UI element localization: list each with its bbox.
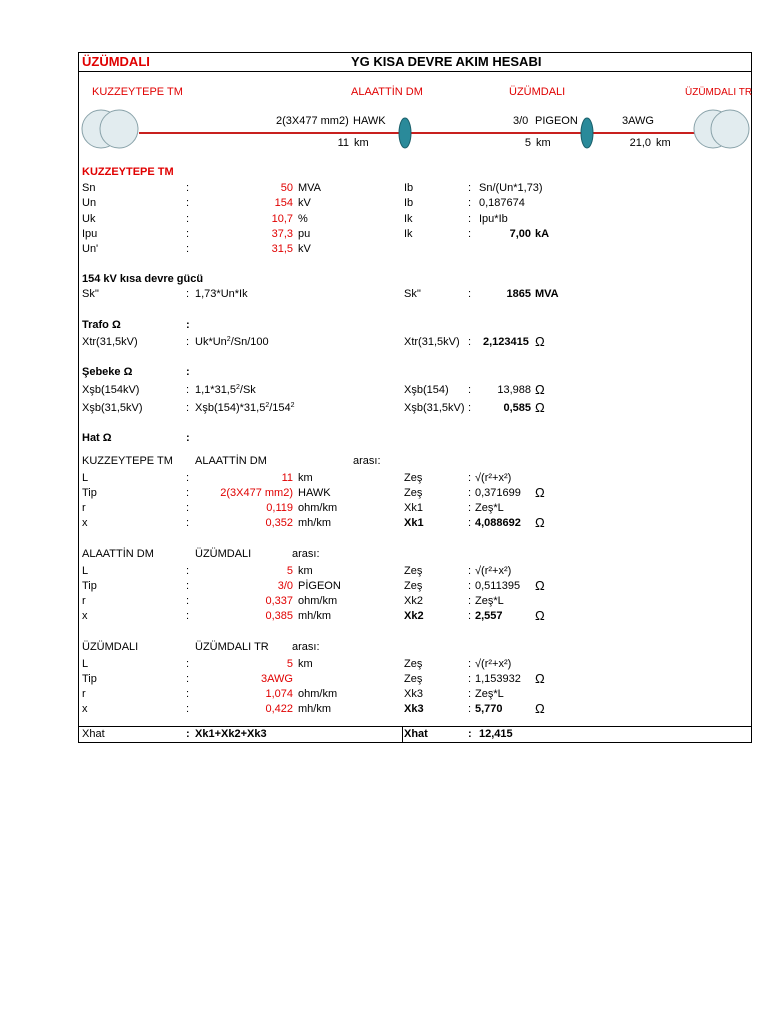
source-rvalue: Ipu*Ib	[479, 213, 508, 225]
xhat-rlabel: Xhat	[404, 728, 428, 740]
source-rlabel: Ik	[404, 228, 413, 240]
section-param-label: L	[82, 472, 89, 484]
section-param-unit: HAWK	[298, 487, 331, 499]
section-calc-colon: :	[468, 580, 472, 592]
section-colon: :	[186, 673, 190, 685]
section-param-value: 0,385	[265, 610, 293, 622]
trafo-heading: Trafo Ω	[82, 319, 121, 331]
section-param-label: x	[82, 610, 88, 622]
section-colon: :	[186, 595, 190, 607]
sebeke1-rlabel: Xşb(154)	[404, 384, 449, 396]
section-calc-value: 5,770	[475, 703, 503, 715]
source-unit: kV	[298, 197, 311, 209]
section-colon: :	[186, 688, 190, 700]
section-calc-value: 4,088692	[475, 517, 521, 529]
section-calc-label: Zeş	[404, 658, 423, 670]
section-from: KUZZEYTEPE TM	[82, 455, 173, 467]
source-label: Uk	[82, 213, 96, 225]
insulator-1	[399, 118, 411, 148]
section-param-value: 11	[281, 472, 293, 484]
source-unit: %	[298, 213, 308, 225]
trafo-rlabel: Xtr(31,5kV)	[404, 336, 460, 348]
line1-name: HAWK	[353, 115, 386, 127]
section-param-label: L	[82, 658, 89, 670]
single-line-diagram	[79, 53, 753, 163]
section-param-label: x	[82, 703, 88, 715]
section-colon: :	[186, 517, 190, 529]
trafo-heading-colon: :	[186, 319, 190, 331]
section-from: ALAATTİN DM	[82, 548, 154, 560]
sebeke1-label: Xşb(154kV)	[82, 384, 140, 396]
section-colon: :	[186, 472, 190, 484]
sk-formula: 1,73*Un*Ik	[195, 288, 248, 300]
page-title: YG KISA DEVRE AKIM HESABI	[351, 54, 542, 69]
section-ohm: Ω	[535, 515, 545, 530]
section-param-unit: mh/km	[298, 517, 331, 529]
source-heading: KUZZEYTEPE TM	[82, 166, 174, 178]
sebeke1-colon: :	[186, 384, 190, 396]
section-calc-value: √(r²+x²)	[475, 565, 512, 577]
section-calc-value: √(r²+x²)	[475, 658, 512, 670]
source-colon: :	[186, 243, 190, 255]
section-from: ÜZÜMDALI	[82, 641, 139, 653]
section-param-unit: ohm/km	[298, 595, 338, 607]
sebeke1-value: 13,988	[497, 384, 531, 396]
source-label: Ipu	[82, 228, 98, 240]
source-value: 37,3	[271, 228, 293, 240]
line2-length: 5	[524, 137, 531, 149]
xhat-formula: Xk1+Xk2+Xk3	[195, 728, 267, 740]
section-calc-value: 2,557	[475, 610, 503, 622]
section-param-label: Tip	[82, 673, 97, 685]
section-to: ÜZÜMDALI	[195, 548, 252, 560]
source-value: 31,5	[271, 243, 293, 255]
section-to: ALAATTİN DM	[195, 455, 267, 467]
section-param-label: r	[82, 595, 86, 607]
section-param-label: Tip	[82, 487, 97, 499]
section-param-label: Tip	[82, 580, 97, 592]
source-rcolon: :	[468, 182, 472, 194]
section-calc-label: Zeş	[404, 472, 423, 484]
section-arasi: arası:	[353, 455, 381, 467]
section-ohm: Ω	[535, 608, 545, 623]
transformer-circle-4	[711, 110, 749, 148]
section-arasi: arası:	[292, 641, 320, 653]
section-param-value: 2(3X477 mm2)	[220, 487, 293, 499]
hat-heading-colon: :	[186, 432, 190, 444]
source-rcolon: :	[468, 228, 472, 240]
trafo-formula: Uk*Un$^2$/Sn/100	[195, 336, 269, 348]
section-param-label: r	[82, 688, 86, 700]
calculation-sheet	[78, 52, 752, 743]
xhat-label: Xhat	[82, 728, 105, 740]
section-calc-colon: :	[468, 565, 472, 577]
section-calc-label: Xk3	[404, 688, 423, 700]
source-rcolon: :	[468, 213, 472, 225]
source-rvalue: Sn/(Un*1,73)	[479, 182, 543, 194]
sebeke-heading-colon: :	[186, 366, 190, 378]
source-unit: kV	[298, 243, 311, 255]
section-param-value: 0,119	[266, 502, 293, 514]
section-param-value: 1,074	[265, 688, 293, 700]
trafo-label: Xtr(31,5kV)	[82, 336, 138, 348]
line1-unit: km	[354, 137, 369, 149]
node-kuzzeytepe: KUZZEYTEPE TM	[92, 86, 183, 98]
source-value: 154	[274, 197, 293, 209]
line3-length: 21,0	[629, 137, 651, 149]
source-rvalue: 0,187674	[479, 197, 525, 209]
sebeke1-ohm: Ω	[535, 382, 545, 397]
section-param-value: 5	[286, 565, 293, 577]
section-calc-value: 0,371699	[475, 487, 521, 499]
node-uzumdali: ÜZÜMDALI	[509, 86, 566, 98]
sebeke2-rcolon: :	[468, 402, 472, 414]
section-param-label: L	[82, 565, 89, 577]
source-rcolon: :	[468, 197, 472, 209]
section-arasi: arası:	[292, 548, 320, 560]
source-label: Un	[82, 197, 97, 209]
sebeke2-label: Xşb(31,5kV)	[82, 402, 143, 414]
source-unit: MVA	[298, 182, 322, 194]
section-calc-colon: :	[468, 703, 472, 715]
footer-vertical-divider	[402, 726, 403, 743]
section-calc-value: Zeş*L	[475, 595, 504, 607]
section-calc-label: Zeş	[404, 565, 423, 577]
section-calc-colon: :	[468, 595, 472, 607]
sebeke2-colon: :	[186, 402, 190, 414]
section-calc-value: Zeş*L	[475, 502, 504, 514]
sk-colon: :	[186, 288, 190, 300]
xhat-value: 12,415	[479, 728, 513, 740]
node-uzumdali-tr: ÜZÜMDALI TR	[685, 87, 753, 98]
section-calc-value: 0,511395	[475, 580, 521, 592]
section-calc-label: Xk1	[404, 502, 423, 514]
section-param-value: 3AWG	[261, 673, 293, 685]
source-value: 50	[280, 182, 293, 194]
section-calc-value: Zeş*L	[475, 688, 504, 700]
section-param-unit: km	[298, 565, 313, 577]
source-colon: :	[186, 197, 190, 209]
sk-label: Sk''	[82, 288, 100, 300]
section-calc-label: Zeş	[404, 673, 423, 685]
source-label: Sn	[82, 182, 96, 194]
section-param-unit: mh/km	[298, 610, 331, 622]
trafo-value: 2,123415	[483, 336, 529, 348]
node-alaattin: ALAATTİN DM	[351, 86, 423, 98]
source-rlabel: Ib	[404, 182, 414, 194]
section-colon: :	[186, 487, 190, 499]
source-label: Un'	[82, 243, 99, 255]
company-title: ÜZÜMDALI	[82, 54, 150, 69]
section-calc-colon: :	[468, 673, 472, 685]
section-param-unit: PİGEON	[298, 580, 341, 592]
section-param-unit: mh/km	[298, 703, 331, 715]
section-param-value: 5	[286, 658, 293, 670]
section-param-unit: ohm/km	[298, 688, 338, 700]
insulator-2	[581, 118, 593, 148]
section-calc-colon: :	[468, 658, 472, 670]
section-ohm: Ω	[535, 485, 545, 500]
section-calc-label: Zeş	[404, 580, 423, 592]
source-runit: kA	[535, 228, 550, 240]
section-calc-colon: :	[468, 487, 472, 499]
line3-unit: km	[656, 137, 671, 149]
section-param-value: 0,337	[265, 595, 293, 607]
sk-rcolon: :	[468, 288, 472, 300]
sebeke2-rlabel: Xşb(31,5kV)	[404, 402, 465, 414]
line1-length: 11	[337, 137, 349, 149]
section-colon: :	[186, 502, 190, 514]
section-calc-label: Xk3	[404, 703, 424, 715]
section-calc-value: √(r²+x²)	[475, 472, 512, 484]
sk-unit: MVA	[535, 288, 559, 300]
sk-heading: 154 kV kısa devre gücü	[82, 273, 204, 285]
source-colon: :	[186, 213, 190, 225]
section-param-value: 0,352	[265, 517, 293, 529]
source-colon: :	[186, 182, 190, 194]
trafo-colon: :	[186, 336, 190, 348]
section-calc-colon: :	[468, 517, 472, 529]
line3-type: 3AWG	[622, 115, 654, 127]
sk-rlabel: Sk''	[404, 288, 422, 300]
xhat-rcolon: :	[468, 728, 472, 740]
section-colon: :	[186, 658, 190, 670]
section-calc-colon: :	[468, 688, 472, 700]
trafo-ohm: Ω	[535, 334, 545, 349]
line2-type: 3/0	[513, 115, 529, 127]
section-calc-colon: :	[468, 610, 472, 622]
line2-unit: km	[536, 137, 551, 149]
section-param-value: 3/0	[277, 580, 293, 592]
footer-divider	[79, 726, 751, 727]
section-ohm: Ω	[535, 701, 545, 716]
line2-name: PIGEON	[535, 115, 578, 127]
source-colon: :	[186, 228, 190, 240]
section-param-unit: ohm/km	[298, 502, 338, 514]
section-ohm: Ω	[535, 671, 545, 686]
section-calc-value: 1,153932	[475, 673, 521, 685]
xhat-colon: :	[186, 728, 190, 740]
hat-heading: Hat Ω	[82, 432, 112, 444]
trafo-rcolon: :	[468, 336, 472, 348]
sk-value: 1865	[506, 288, 531, 300]
sebeke1-formula: 1,1*31,5$^2$/Sk	[195, 384, 256, 396]
sebeke1-rcolon: :	[468, 384, 472, 396]
transformer-circle-2	[100, 110, 138, 148]
section-param-unit: km	[298, 472, 313, 484]
section-param-label: r	[82, 502, 86, 514]
section-colon: :	[186, 703, 190, 715]
section-to: ÜZÜMDALI TR	[195, 641, 269, 653]
section-calc-label: Zeş	[404, 487, 423, 499]
section-calc-colon: :	[468, 472, 472, 484]
section-param-value: 0,422	[265, 703, 293, 715]
source-value: 10,7	[271, 213, 293, 225]
section-colon: :	[186, 565, 190, 577]
section-colon: :	[186, 610, 190, 622]
line1-type: 2(3X477 mm2)	[276, 115, 349, 127]
section-calc-colon: :	[468, 502, 472, 514]
sebeke2-value: 0,585	[503, 402, 531, 414]
sebeke2-ohm: Ω	[535, 400, 545, 415]
source-unit: pu	[298, 228, 311, 240]
section-ohm: Ω	[535, 578, 545, 593]
section-param-unit: km	[298, 658, 313, 670]
section-calc-label: Xk1	[404, 517, 424, 529]
section-colon: :	[186, 580, 190, 592]
sebeke2-formula: $Xşb(154)*31,5^2/154^2$	[195, 402, 295, 414]
source-rlabel: Ib	[404, 197, 414, 209]
source-rlabel: Ik	[404, 213, 413, 225]
section-param-label: x	[82, 517, 88, 529]
sebeke-heading: Şebeke Ω	[82, 366, 133, 378]
source-rvalue: 7,00	[509, 228, 531, 240]
section-calc-label: Xk2	[404, 595, 423, 607]
section-calc-label: Xk2	[404, 610, 424, 622]
